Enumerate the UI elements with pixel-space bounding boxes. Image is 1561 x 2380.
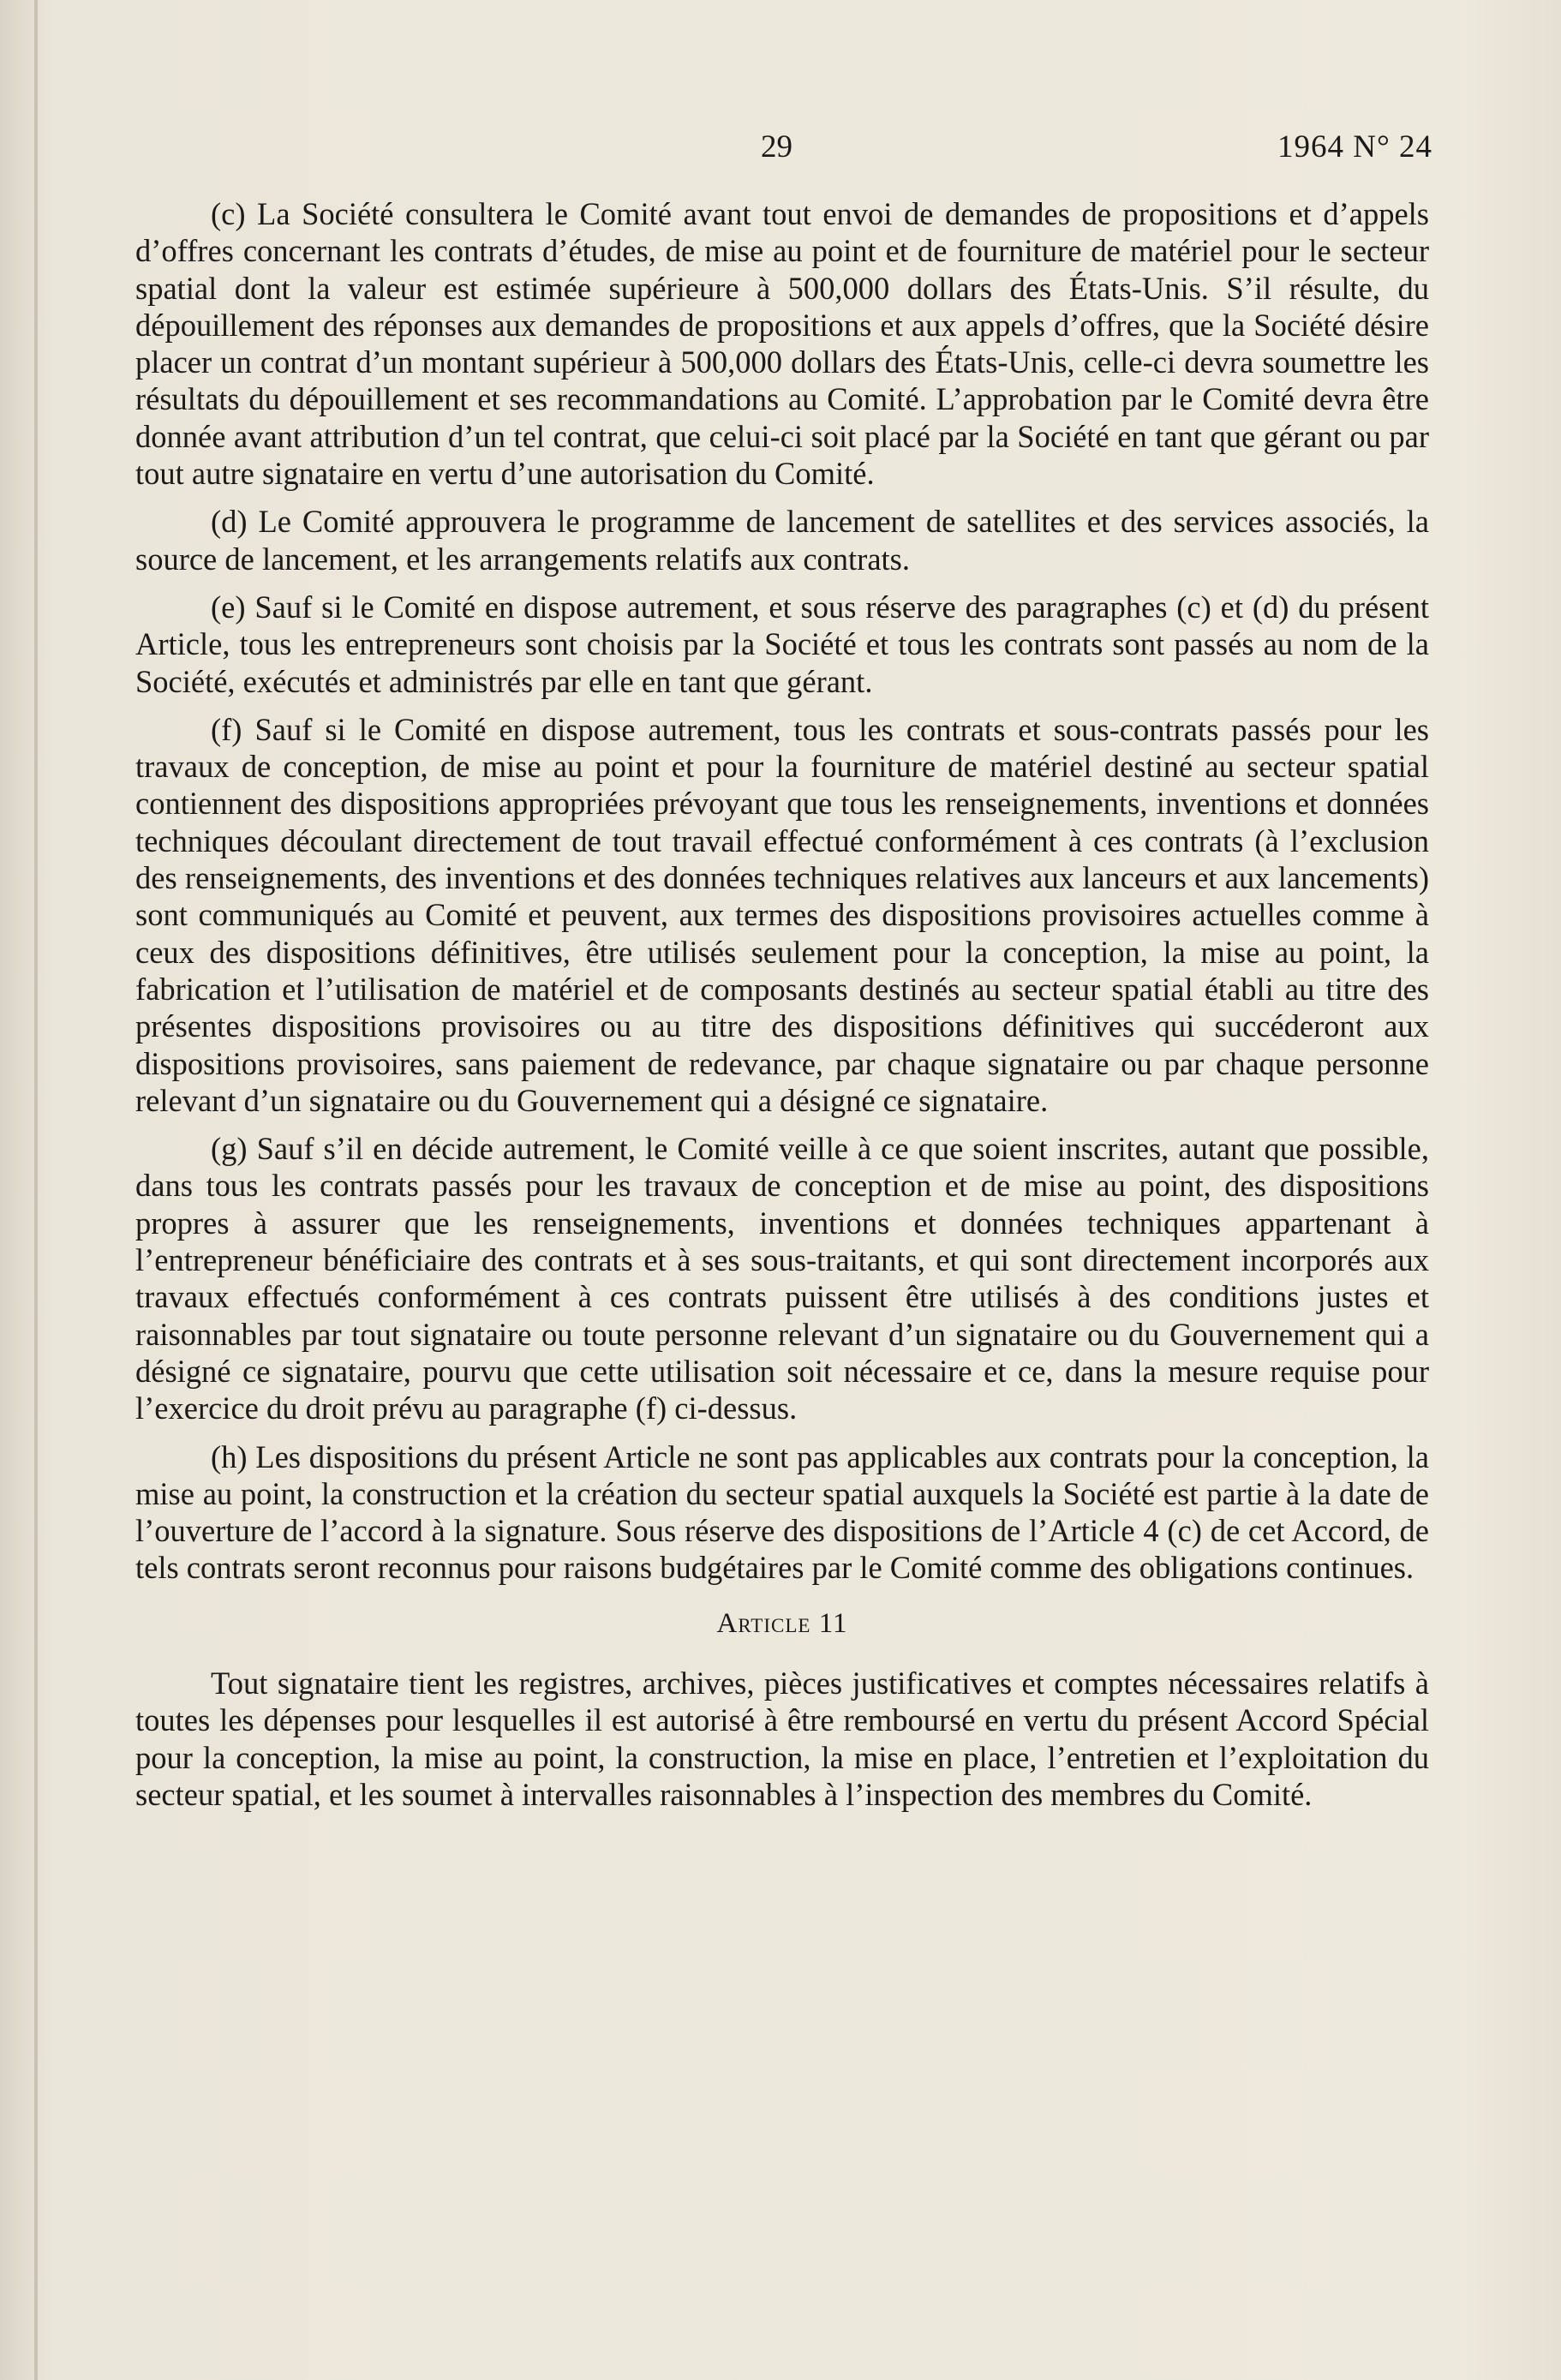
article-11-paragraph: Tout signataire tient les registres, archives, pièces justificatives et comptes nécessaires relatifs à toutes les dépenses pour lesquelles il est autorisé à être remboursé en vertu du présent Accord Spécial pour la conception, la mise au point, la construction, la mise en place, l’entretien et l’exploitation du secteur spatial, et les soumet à intervalles raisonnables à l’inspection des membres du Comité.: [135, 1665, 1429, 1812]
paragraph-e: (e) Sauf si le Comité en dispose autrement, et sous réserve des paragraphes (c) et (d) du présent Article, tous les entrepreneurs sont choisis par la Société et tous les contrats sont passés au nom de la Société, exécutés et administrés par elle en tant que gérant.: [135, 589, 1429, 699]
paragraph-d: (d) Le Comité approuvera le programme de lancement de satellites et des services associés, la source de lancement, et les arrangements relatifs aux contrats.: [135, 504, 1429, 577]
paragraph-g: (g) Sauf s’il en décide autrement, le Comité veille à ce que soient inscrites, autant que possible, dans tous les contrats passés pour les travaux de conception et de mise au point, des dispositions propres à assurer que les renseignements, inventions et données techniques appartenant à l’entrepreneur bénéficiaire des contrats et à ses sous-traitants, et qui sont directement incorporés aux travaux effectués conformément à ces contrats puissent être utilisés à des conditions justes et raisonnables par tout signataire ou toute personne relevant d’un signataire ou du Gouvernement qui a désigné ce signataire, pourvu que cette utilisation soit nécessaire et ce, dans la mesure requise pour l’exercice du droit prévu au paragraphe (f) ci-dessus.: [135, 1131, 1429, 1426]
page-edge-shadow: [34, 0, 38, 2380]
paragraph-f: (f) Sauf si le Comité en dispose autrement, tous les contrats et sous-contrats passés pour les travaux de conception, de mise au point et pour la fourniture de matériel destiné au secteur spatial contiennent des dispositions appropriées prévoyant que tous les renseignements, inventions et données techniques découlant directement de tout travail effectué conformément à ces contrats (à l’exclusion des renseignements, des inventions et des données techniques relatives aux lanceurs et aux lancements) sont communiqués au Comité et peuvent, aux termes des dispositions provisoires actuelles comme à ceux des dispositions définitives, être utilisés seulement pour la conception, la mise au point, la fabrication et l’utilisation de matériel et de composants destinés au secteur spatial établi au titre des présentes dispositions provisoires ou au titre des dispositions définitives qui succéderont aux dispositions provisoires, sans paiement de redevance, par chaque signataire ou par chaque personne relevant d’un signataire ou du Gouvernement qui a désigné ce signataire.: [135, 711, 1429, 1118]
page-header: [0, 129, 1561, 171]
body-text: [135, 195, 1429, 1824]
article-heading: Article 11: [716, 1607, 848, 1639]
document-reference: 1964 N° 24: [1277, 129, 1432, 164]
paragraph-c: (c) La Société consultera le Comité avant tout envoi de demandes de propositions et d’appels d’offres concernant les contrats d’études, de mise au point et de fourniture de matériel pour le secteur spatial dont la valeur est estimée supérieure à 500,000 dollars des États-Unis. S’il résulte, du dépouillement des réponses aux demandes de propositions et aux appels d’offres, que la Société désire placer un contrat d’un montant supérieur à 500,000 dollars des États-Unis, celle-ci devra soumettre les résultats du dépouillement et ses recommandations au Comité. L’approbation par le Comité devra être donnée avant attribution d’un tel contrat, que celui-ci soit placé par la Société en tant que gérant ou par tout autre signataire en vertu d’une autorisation du Comité.: [135, 196, 1429, 492]
page-number: 29: [761, 129, 792, 164]
paragraph-h: (h) Les dispositions du présent Article ne sont pas applicables aux contrats pour la conception, la mise au point, la construction et la création du secteur spatial auxquels la Société est partie à la date de l’ouverture de l’accord à la signature. Sous réserve des dispositions de l’Article 4 (c) de cet Accord, de tels contrats seront reconnus pour raisons budgétaires par le Comité comme des obligations continues.: [135, 1438, 1429, 1586]
